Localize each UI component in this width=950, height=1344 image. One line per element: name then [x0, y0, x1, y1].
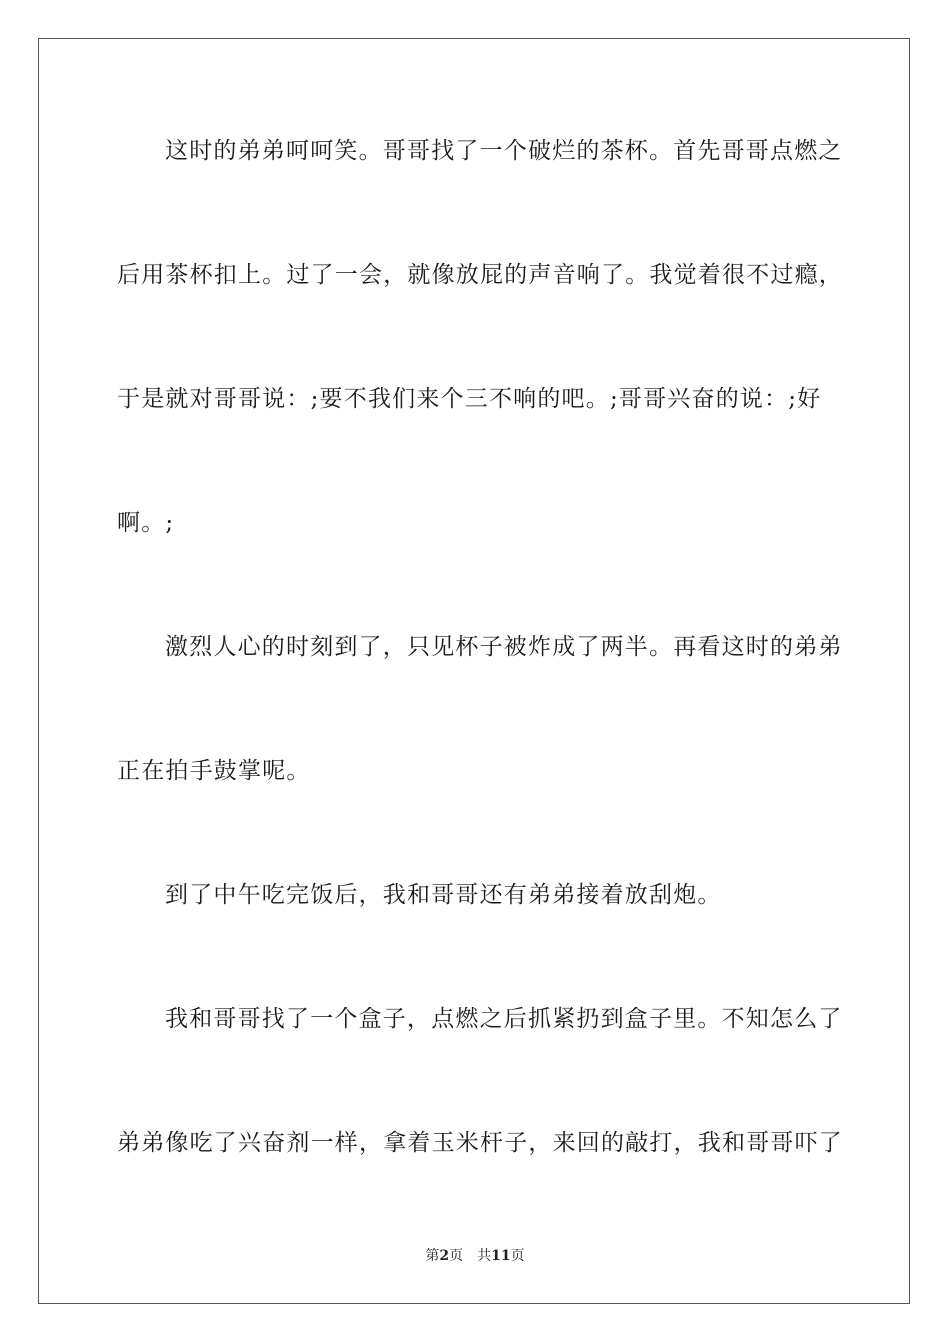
page-footer [0, 1247, 950, 1265]
text-line: 啊。; [117, 510, 175, 536]
text-line: 激烈人心的时刻到了，只见杯子被炸成了两半。再看这时的弟弟 [165, 634, 843, 660]
text-line: 正在拍手鼓掌呢。 [117, 758, 311, 784]
footer-total-suffix: 页 [510, 1248, 525, 1264]
footer-page-suffix: 页 [449, 1248, 464, 1264]
footer-page-prefix: 第 [425, 1248, 440, 1264]
footer-page-number: 2 [439, 1248, 450, 1264]
text-line: 弟弟像吃了兴奋剂一样，拿着玉米杆子，来回的敲打，我和哥哥吓了 [117, 1130, 843, 1156]
text-line: 后用茶杯扣上。过了一会，就像放屁的声音响了。我觉着很不过瘾， [117, 262, 843, 288]
page-border [38, 38, 910, 1304]
text-line: 我和哥哥找了一个盒子，点燃之后抓紧扔到盒子里。不知怎么了 [165, 1006, 843, 1032]
footer-total-pages: 11 [491, 1248, 511, 1264]
text-line: 这时的弟弟呵呵笑。哥哥找了一个破烂的茶杯。首先哥哥点燃之 [165, 138, 843, 164]
text-line: 于是就对哥哥说：;要不我们来个三不响的吧。;哥哥兴奋的说：;好 [117, 386, 822, 412]
text-line: 到了中午吃完饭后，我和哥哥还有弟弟接着放刮炮。 [165, 882, 722, 908]
footer-total-prefix: 共 [477, 1248, 492, 1264]
